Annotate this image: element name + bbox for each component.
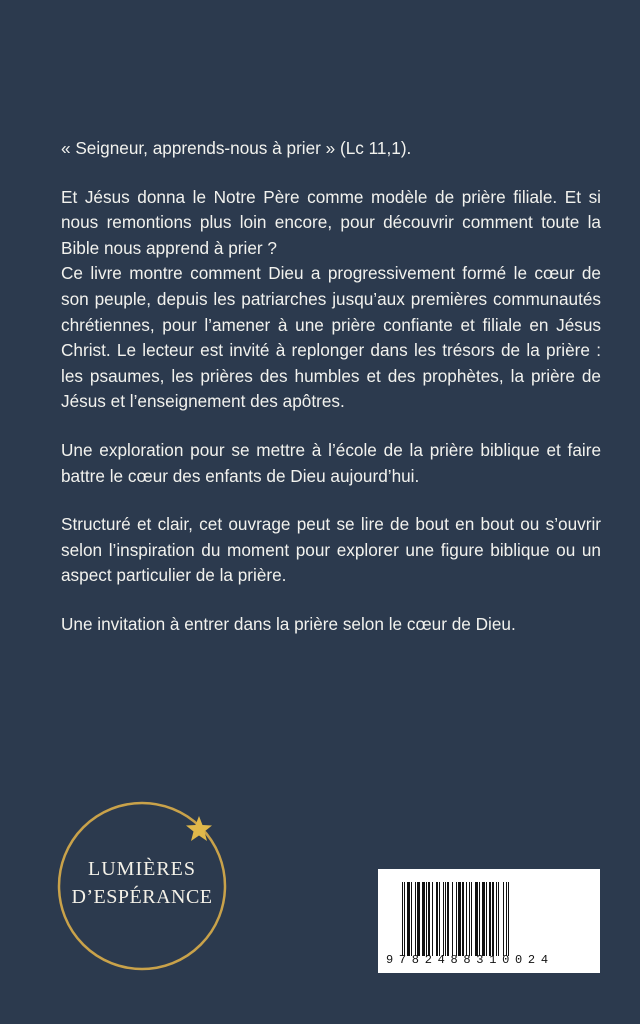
barcode-bars — [402, 882, 588, 956]
paragraph-invitation: Une invitation à entrer dans la prière selon le cœur de Dieu. — [61, 613, 516, 634]
logo-line-2: D’ESPÉRANCE — [71, 886, 213, 908]
barcode-digits: 9782488310024 — [386, 953, 554, 967]
logo-line-1: LUMIÈRES — [88, 858, 196, 880]
paragraph-structure: Structuré et clair, cet ouvrage peut se lire de bout en bout ou s’ouvrir selon l’inspiration du moment pour explorer une figure biblique ou un aspect particulier de la prière. — [61, 514, 601, 586]
back-cover-text — [61, 136, 601, 661]
paragraph-exploration: Une exploration pour se mettre à l’école de la prière biblique et faire battre le cœur des enfants de Dieu aujourd’hui. — [61, 439, 601, 486]
epigraph: « Seigneur, apprends-nous à prier » (Lc 11,1). — [61, 138, 412, 158]
paragraph-intro: Et Jésus donna le Notre Père comme modèle de prière filiale. Et si nous remontions plus loin encore, pour découvrir comment toute la Bible nous apprend à prier ? — [61, 186, 601, 258]
isbn-barcode — [378, 869, 600, 973]
publisher-logo — [56, 800, 236, 980]
barcode-bar — [509, 882, 510, 956]
paragraph-description: Ce livre montre comment Dieu a progressivement formé le cœur de son peuple, depuis les patriarches jusqu’aux premières communautés chrétiennes, pour l’amener à une prière confiante et filiale en Jésus Christ. Le lecteur est invité à replonger dans les trésors de la prière : les psaumes, les prières des humbles et des prophètes, la prière de Jésus et l’enseignement des apôtres. — [61, 263, 601, 412]
